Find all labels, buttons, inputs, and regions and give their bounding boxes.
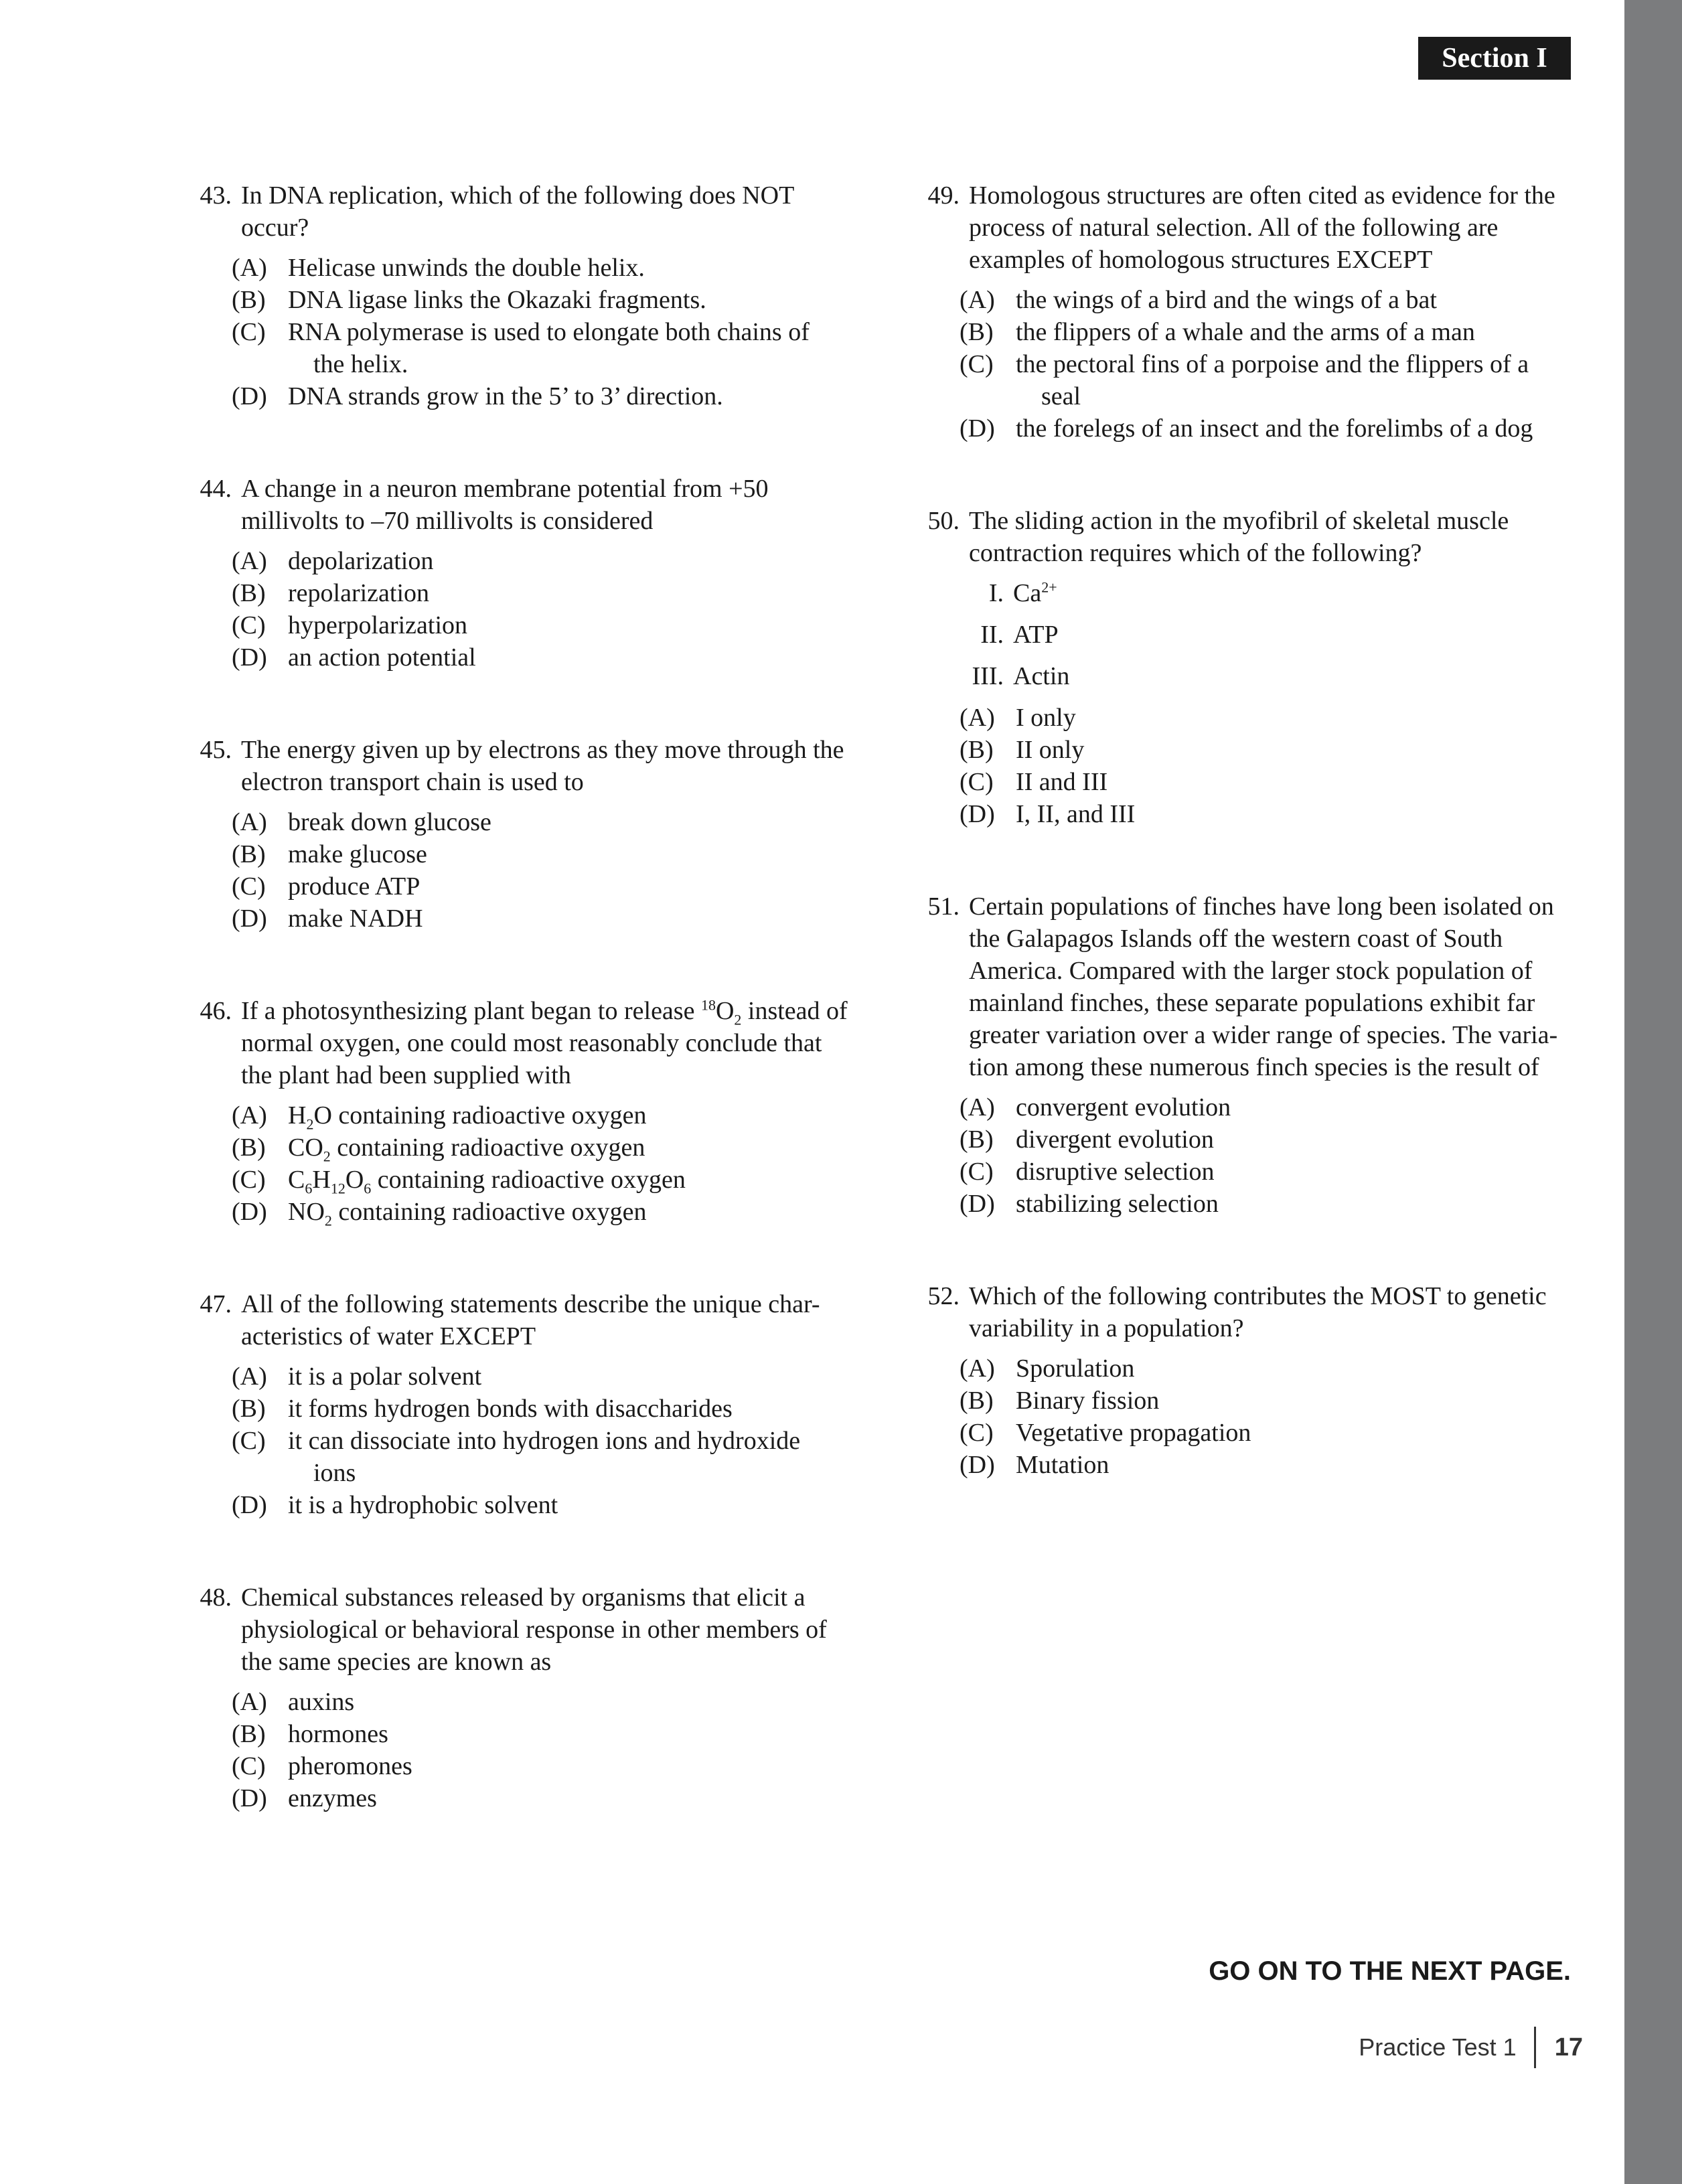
choice-label: (B): [960, 736, 994, 764]
choice-text: an action potential: [288, 643, 476, 672]
question-stem: Homologous structures are often cited as evidence for the process of natural selection. All of the following are examples of homologous structures EXCEPT: [969, 181, 1555, 274]
choice-text: depolarization: [288, 547, 434, 575]
choice-label: (A): [232, 254, 267, 282]
choice-a: [232, 1686, 850, 1718]
choice-text: Sporulation: [1016, 1354, 1135, 1383]
roman-numeral-list: [909, 577, 1578, 692]
choice-d: [960, 412, 1578, 445]
choice-b: [232, 1132, 850, 1164]
choice-b: [232, 1393, 850, 1425]
choice-text: pheromones: [288, 1752, 412, 1780]
choice-a: [960, 284, 1578, 316]
question-number: 50.: [927, 507, 960, 535]
choice-text: II only: [1016, 736, 1085, 764]
choice-label: (D): [232, 1784, 267, 1812]
choice-list: [181, 1360, 850, 1521]
choice-text: repolarization: [288, 579, 430, 607]
choice-text: divergent evolution: [1016, 1125, 1214, 1154]
footer-label: Practice Test 1: [1359, 2033, 1517, 2061]
choice-text-continued: the helix.: [313, 350, 408, 378]
choice-label: (C): [232, 318, 266, 346]
question-number: 46.: [200, 997, 232, 1025]
choice-label: (C): [232, 1166, 266, 1194]
question-45: [181, 734, 850, 935]
choice-list: [909, 1352, 1578, 1481]
question-stem: If a photosynthesizing plant began to release $^{18}O_2$ instead of normal oxygen, one could most reasonably conclude that the plant had been supplied with: [241, 996, 848, 1089]
choice-b: [232, 284, 850, 316]
section-badge: Section I: [1418, 37, 1571, 80]
choice-d: [960, 798, 1578, 830]
choice-d: [232, 641, 850, 674]
choice-a: [960, 1091, 1578, 1123]
choice-text: it is a polar solvent: [288, 1362, 482, 1391]
question-stem: The sliding action in the myofibril of skeletal muscle contraction requires which of the following?: [969, 507, 1509, 567]
choice-text: auxins: [288, 1688, 355, 1716]
numeral-label: II.: [980, 621, 1004, 649]
question-number: 45.: [200, 736, 232, 764]
choice-label: (C): [232, 1752, 266, 1780]
choice-b: [232, 577, 850, 609]
question-number: 52.: [927, 1282, 960, 1310]
choice-text: DNA strands grow in the 5’ to 3’ direction.: [288, 382, 723, 410]
choice-text-continued: ions: [313, 1459, 356, 1487]
choice-text: $NO_2$ containing radioactive oxygen: [288, 1198, 647, 1229]
choice-label: (A): [960, 286, 995, 314]
choice-text: convergent evolution: [1016, 1093, 1231, 1121]
numeral-text: Actin: [1013, 662, 1070, 690]
choice-label: (B): [232, 840, 266, 868]
choice-a: [232, 1099, 850, 1132]
choice-text: it forms hydrogen bonds with disaccharides: [288, 1395, 733, 1423]
choice-text: DNA ligase links the Okazaki fragments.: [288, 286, 706, 314]
page-footer: [1359, 2025, 1583, 2070]
choice-text: break down glucose: [288, 808, 491, 836]
choice-list: [181, 252, 850, 412]
choice-label: (C): [960, 350, 994, 378]
question-number: 51.: [927, 892, 960, 921]
question-number: 47.: [200, 1290, 232, 1318]
choice-c: [960, 1417, 1578, 1449]
choice-list: [181, 1099, 850, 1228]
choice-label: (B): [960, 318, 994, 346]
choice-label: (A): [960, 1354, 995, 1383]
choice-a: [232, 806, 850, 838]
choice-label: (B): [960, 1387, 994, 1415]
question-50: [909, 505, 1578, 830]
choice-b: [232, 838, 850, 870]
choice-label: (C): [960, 768, 994, 796]
choice-text: Mutation: [1016, 1451, 1110, 1479]
question-stem: Certain populations of finches have long been isolated on the Galapagos Islands off the western coast of South America. Compared with the larger stock population of mainland finches, these separate populations exhibit far greater variation over a wider range of species. The varia-tion among these numerous finch species is the result of: [969, 892, 1558, 1081]
choice-text: stabilizing selection: [1016, 1190, 1219, 1218]
choice-text-continued: seal: [1041, 382, 1081, 410]
choice-list: [181, 1686, 850, 1814]
choice-a: [232, 252, 850, 284]
numeral-text: $Ca^{2+}$: [1013, 578, 1057, 607]
choice-d: [232, 1489, 850, 1521]
choice-text: Helicase unwinds the double helix.: [288, 254, 645, 282]
choice-text: hyperpolarization: [288, 611, 468, 639]
question-stem: The energy given up by electrons as they move through the electron transport chain is used to: [241, 736, 844, 796]
choice-text: I, II, and III: [1016, 800, 1136, 828]
left-column: [181, 179, 850, 1814]
choice-label: (B): [232, 1720, 266, 1748]
numeral-item-i: [960, 577, 1578, 609]
question-52: [909, 1280, 1578, 1481]
choice-text: make NADH: [288, 905, 423, 933]
choice-c: [960, 348, 1578, 412]
choice-text: the pectoral fins of a porpoise and the flippers of a seal: [1016, 350, 1529, 410]
choice-label: (D): [232, 643, 267, 672]
choice-text: Vegetative propagation: [1016, 1419, 1251, 1447]
choice-text: the wings of a bird and the wings of a bat: [1016, 286, 1437, 314]
choice-b: [960, 1123, 1578, 1156]
choice-label: (A): [232, 1688, 267, 1716]
choice-list: [909, 1091, 1578, 1220]
choice-label: (A): [232, 1362, 267, 1391]
choice-b: [960, 316, 1578, 348]
numeral-label: I.: [988, 579, 1004, 607]
choice-label: (D): [960, 1190, 995, 1218]
choice-list: [181, 806, 850, 935]
choice-label: (A): [232, 1101, 267, 1129]
choice-a: [232, 1360, 850, 1393]
choice-c: [232, 609, 850, 641]
choice-label: (C): [232, 1427, 266, 1455]
choice-label: (D): [232, 1491, 267, 1519]
choice-label: (D): [232, 905, 267, 933]
choice-text: it can dissociate into hydrogen ions and hydroxide ions: [288, 1427, 801, 1487]
choice-label: (D): [232, 382, 267, 410]
choice-c: [960, 1156, 1578, 1188]
choice-label: (D): [232, 1198, 267, 1226]
choice-a: [232, 545, 850, 577]
question-number: 44.: [200, 475, 232, 503]
question-stem: Which of the following contributes the MOST to genetic variability in a population?: [969, 1282, 1547, 1342]
choice-d: [232, 1196, 850, 1228]
choice-c: [960, 766, 1578, 798]
question-stem: All of the following statements describe the unique char-acteristics of water EXCEPT: [241, 1290, 820, 1350]
choice-a: [960, 1352, 1578, 1385]
choice-d: [960, 1449, 1578, 1481]
choice-list: [909, 702, 1578, 830]
question-stem: In DNA replication, which of the following does NOT occur?: [241, 181, 794, 242]
question-stem: Chemical substances released by organisms that elicit a physiological or behavioral response in other members of the same species are known as: [241, 1583, 827, 1676]
question-number: 49.: [927, 181, 960, 210]
choice-text: I only: [1016, 704, 1076, 732]
choice-label: (C): [960, 1419, 994, 1447]
question-48: [181, 1581, 850, 1814]
choice-label: (C): [232, 872, 266, 901]
question-number: 43.: [200, 181, 232, 210]
choice-c: [232, 316, 850, 380]
choice-text: hormones: [288, 1720, 388, 1748]
choice-d: [232, 903, 850, 935]
choice-text: Binary fission: [1016, 1387, 1160, 1415]
choice-label: (A): [960, 1093, 995, 1121]
choice-b: [960, 1385, 1578, 1417]
choice-label: (C): [232, 611, 266, 639]
choice-text: the forelegs of an insect and the forelimbs of a dog: [1016, 414, 1533, 443]
go-on-notice: GO ON TO THE NEXT PAGE.: [1209, 1956, 1571, 1986]
choice-d: [960, 1188, 1578, 1220]
choice-label: (B): [232, 579, 266, 607]
choice-label: (A): [960, 704, 995, 732]
page-number: 17: [1554, 2033, 1583, 2061]
question-46: [181, 995, 850, 1228]
choice-b: [960, 734, 1578, 766]
choice-text: make glucose: [288, 840, 427, 868]
numeral-item-ii: [960, 619, 1578, 651]
choice-text: RNA polymerase is used to elongate both chains of the helix.: [288, 318, 810, 378]
numeral-item-iii: [960, 660, 1578, 692]
choice-text: $C_6H_{12}O_6$ containing radioactive oxygen: [288, 1166, 686, 1197]
choice-text: $H_2O$ containing radioactive oxygen: [288, 1101, 647, 1133]
choice-text: disruptive selection: [1016, 1158, 1215, 1186]
choice-label: (B): [232, 1134, 266, 1162]
choice-d: [232, 1782, 850, 1814]
choice-d: [232, 380, 850, 412]
question-43: [181, 179, 850, 412]
choice-label: (D): [960, 800, 995, 828]
choice-label: (D): [960, 414, 995, 443]
choice-label: (B): [960, 1125, 994, 1154]
choice-b: [232, 1718, 850, 1750]
choice-text: enzymes: [288, 1784, 377, 1812]
choice-label: (D): [960, 1451, 995, 1479]
choice-text: the flippers of a whale and the arms of a man: [1016, 318, 1475, 346]
choice-c: [232, 1750, 850, 1782]
choice-label: (C): [960, 1158, 994, 1186]
choice-label: (A): [232, 808, 267, 836]
choice-c: [232, 1425, 850, 1489]
choice-label: (A): [232, 547, 267, 575]
question-47: [181, 1288, 850, 1521]
choice-text: produce ATP: [288, 872, 420, 901]
question-stem: A change in a neuron membrane potential from +50 millivolts to –70 millivolts is considered: [241, 475, 769, 535]
choice-text: II and III: [1016, 768, 1108, 796]
choice-list: [181, 545, 850, 674]
footer-divider: [1534, 2027, 1536, 2068]
choice-label: (B): [232, 286, 266, 314]
right-column: [909, 179, 1578, 1481]
numeral-label: III.: [972, 662, 1004, 690]
numeral-text: ATP: [1013, 621, 1059, 649]
question-49: [909, 179, 1578, 445]
choice-list: [909, 284, 1578, 445]
choice-c: [232, 870, 850, 903]
choice-text: it is a hydrophobic solvent: [288, 1491, 558, 1519]
question-number: 48.: [200, 1583, 232, 1612]
choice-text: $CO_2$ containing radioactive oxygen: [288, 1134, 645, 1165]
question-44: [181, 473, 850, 674]
choice-label: (B): [232, 1395, 266, 1423]
page-edge-sidebar: [1624, 0, 1682, 2184]
choice-c: [232, 1164, 850, 1196]
choice-a: [960, 702, 1578, 734]
question-51: [909, 890, 1578, 1220]
